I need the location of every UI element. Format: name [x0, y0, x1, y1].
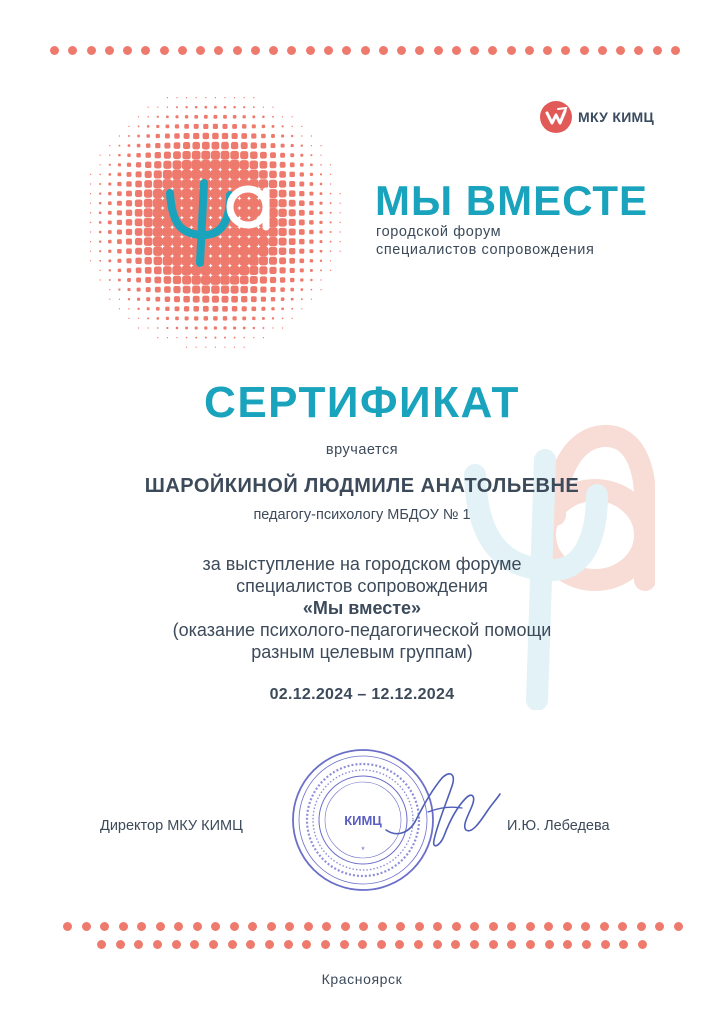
- forum-name: «Мы вместе»: [302, 598, 422, 618]
- recipient-position: педагогу-психологу МБДОУ № 1: [253, 507, 471, 523]
- stamp-center-text: КИМЦ: [344, 813, 382, 828]
- kimc-logo: [540, 98, 660, 136]
- forum-title: МЫ ВМЕСТЕ: [375, 177, 649, 224]
- kimc-logo-icon: [540, 101, 572, 133]
- forum-subtitle-line1: городской форум: [376, 224, 502, 240]
- signer-name: И.Ю. Лебедева: [507, 818, 610, 834]
- awarded-label: вручается: [325, 442, 399, 458]
- body-line: (оказание психолого-педагогической помощи: [172, 620, 552, 640]
- event-dates: 02.12.2024 – 12.12.2024: [269, 686, 455, 703]
- body-line: разным целевым группам): [251, 642, 473, 662]
- bottom-dotted-border: [97, 940, 647, 950]
- top-dotted-border: [50, 46, 680, 56]
- psi-a-emblem-icon: [78, 85, 348, 355]
- certificate-title: СЕРТИФИКАТ: [204, 378, 520, 427]
- recipient-name: ШАРОЙКИНОЙ ЛЮДМИЛЕ АНАТОЛЬЕВНЕ: [144, 475, 580, 497]
- city: Красноярск: [321, 971, 403, 987]
- bottom-dotted-border: [63, 922, 683, 932]
- svg-text:*: *: [361, 845, 365, 855]
- body-line: за выступление на городском форуме: [202, 554, 522, 574]
- forum-subtitle-line2: специалистов сопровождения: [376, 242, 595, 258]
- handwritten-signature: [380, 760, 505, 860]
- director-label: Директор МКУ КИМЦ: [100, 818, 243, 834]
- kimc-logo-text: МКУ КИМЦ: [578, 109, 655, 125]
- body-line: специалистов сопровождения: [236, 576, 488, 596]
